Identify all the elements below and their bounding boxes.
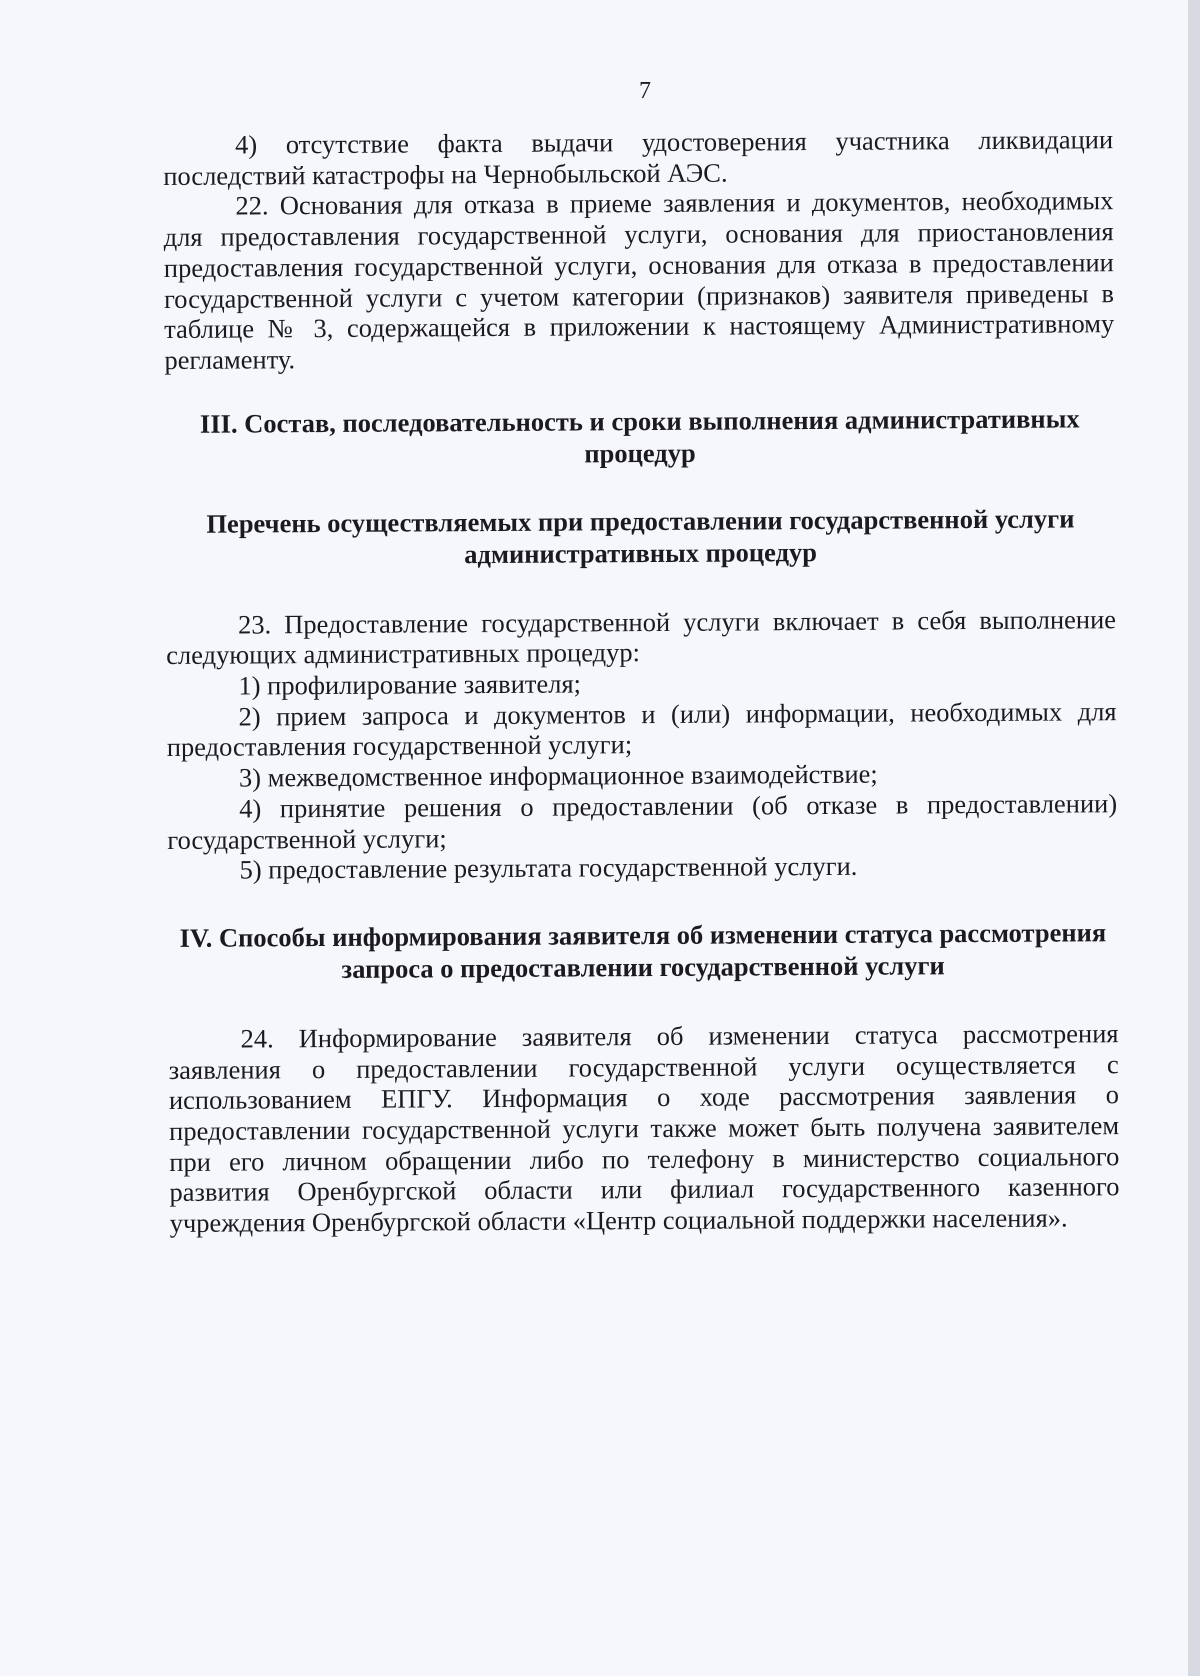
procedure-item-2: 2) прием запроса и документов и (или) информации, необходимых для предоставления государственной услуги; — [166, 695, 1117, 763]
paragraph-22: 22. Основания для отказа в приеме заявления и документов, необходимых для предоставления государственной услуги, основания для приостановления предоставления государственной услуги, основания для отказа в предоставлении государственной услуги с учетом категории (признаков) заявителя приведены в таблице № 3, содержащейся в приложении к настоящему Административному регламенту. — [163, 185, 1115, 375]
procedure-item-1: 1) профилирование заявителя; — [238, 668, 582, 701]
document-body — [163, 124, 1120, 1239]
procedure-item-3: 3) межведомственное информационное взаимодействие; — [238, 758, 878, 793]
procedure-item-4: 4) принятие решения о предоставлении (об отказе в предоставлении) государственной услуги; — [167, 788, 1118, 855]
section-4-heading: IV. Способы информирования заявителя об изменении статуса рассмотрения запроса о предоставлении государственной услуги — [179, 917, 1107, 984]
section-3-subheading: Перечень осуществляемых при предоставлении государственной услуги административных процедур — [206, 503, 1075, 569]
section-3-heading: III. Состав, последовательность и сроки выполнения административных процедур — [199, 403, 1080, 469]
paragraph-item-4: 4) отсутствие факта выдачи удостоверения участника ликвидации последствий катастрофы на Чернобыльской АЭС. — [163, 124, 1114, 191]
paragraph-23: 23. Предоставление государственной услуги включает в себя выполнение следующих административных процедур: — [166, 603, 1117, 671]
procedure-item-5: 5) предоставление результата государственной услуги. — [239, 851, 858, 885]
page-number: 7 — [639, 78, 651, 104]
paragraph-24: 24. Информирование заявителя об изменении статуса рассмотрения заявления о предоставлении государственной услуги осуществляется с использованием ЕПГУ. Информация о ходе рассмотрения заявления о предоставлении государственной услуги также может быть получена заявителем при его личном обращении либо по телефону в министерство социального развития Оренбургской области или филиал государственного казенного учреждения Оренбургской области «Центр социальной поддержки населения». — [168, 1018, 1120, 1239]
page-edge-shadow — [1188, 0, 1200, 1676]
